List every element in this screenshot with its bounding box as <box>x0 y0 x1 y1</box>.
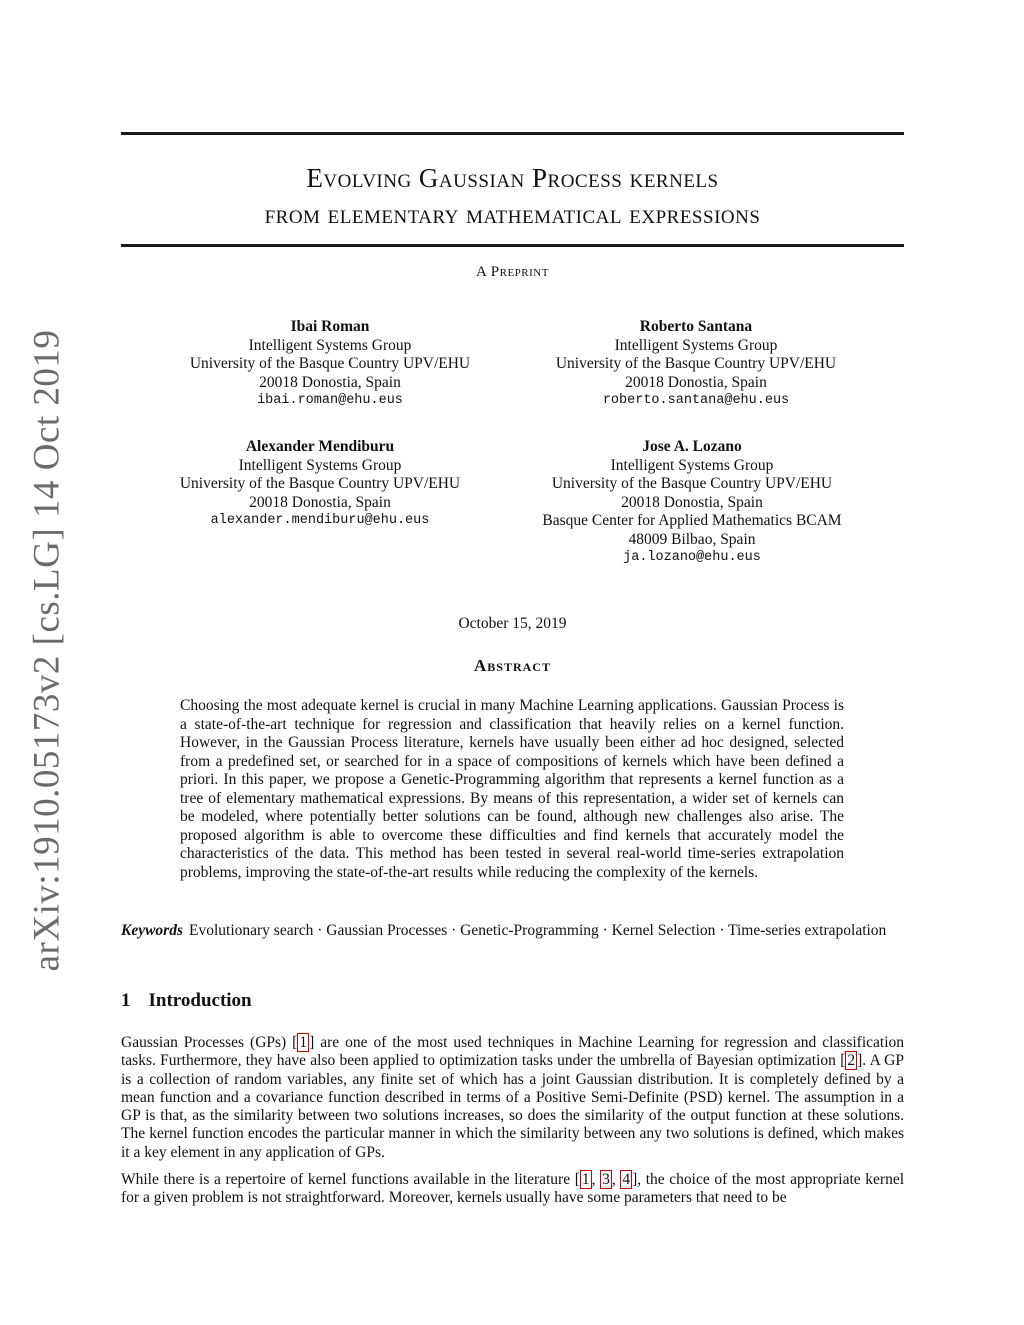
author-block-roman <box>150 318 510 411</box>
citation-link[interactable]: 1 <box>581 1171 590 1188</box>
para-text: ]. A GP is a collection of random variables, any finite set of which has a joint Gaussian distribution. It is completely defined by a mean function and a covariance function described in terms of a Positive Semi-Definite (PSD) kernel. The assumption in a GP is that, as the similarity between two solutions increases, so does the similarity of the output function at these solutions. The kernel function encodes the particular manner in which the similarity between any two solutions is defined, which makes it a key element in any application of GPs. <box>121 1052 904 1161</box>
author-address: 20018 Donostia, Spain <box>625 373 767 391</box>
author-email: alexander.mendiburu@ehu.eus <box>210 513 430 528</box>
author-block-lozano <box>502 438 882 568</box>
author-name: Roberto Santana <box>639 318 753 335</box>
citation-link[interactable]: 4 <box>622 1171 631 1188</box>
author-address: 20018 Donostia, Spain <box>621 493 763 511</box>
title-bottom-rule <box>121 244 904 247</box>
author-affiliation: University of the Basque Country UPV/EHU <box>555 355 837 372</box>
author-block-mendiburu <box>140 438 500 531</box>
para-text: , <box>611 1171 621 1188</box>
author-address: 20018 Donostia, Spain <box>249 493 391 511</box>
section-heading <box>121 990 252 1012</box>
citation-link[interactable]: 3 <box>602 1171 610 1188</box>
author-affiliation: University of the Basque Country UPV/EHU <box>179 475 461 492</box>
citation-link[interactable]: 1 <box>299 1034 308 1051</box>
keywords-label: Keywords <box>121 922 183 939</box>
author-affiliation: Intelligent Systems Group <box>610 456 774 474</box>
para-text: Gaussian Processes (GPs) [ <box>121 1034 298 1051</box>
keywords-text: Evolutionary search · Gaussian Processes · Genetic-Programming · Kernel Selection · Time-series extrapolation <box>189 922 887 939</box>
keywords <box>121 922 904 941</box>
author-affiliation: University of the Basque Country UPV/EHU <box>189 355 471 372</box>
author-affiliation: University of the Basque Country UPV/EHU <box>551 475 833 492</box>
author-name: Ibai Roman <box>290 318 370 335</box>
author-email: roberto.santana@ehu.eus <box>602 393 790 408</box>
title-top-rule <box>121 132 904 135</box>
abstract-text: Choosing the most adequate kernel is crucial in many Machine Learning applications. Gaussian Process is a state-of-the-art technique for regression and classification that heavily relies on a kernel function. However, in the Gaussian Process literature, kernels have usually been either ad hoc designed, selected from a predefined set, or searched for in a space of compositions of kernels which have been defined a priori. In this paper, we propose a Genetic-Programming algorithm that represents a kernel function as a tree of elementary mathematical expressions. By means of this representation, a wider set of kernels can be modeled, where potentially better solutions can be found, although new challenges also arise. The proposed algorithm is able to overcome these difficulties and find kernels that accurately model the characteristics of the data. This method has been tested in several real-world time-series extrapolation problems, improving the state-of-the-art results while reducing the complexity of the kernels. <box>180 697 844 881</box>
section-title: Introduction <box>148 990 252 1011</box>
arxiv-identifier <box>12 329 82 971</box>
author-affiliation: Basque Center for Applied Mathematics BCAM <box>542 512 842 529</box>
intro-paragraph-1 <box>121 1034 904 1162</box>
paper-date: October 15, 2019 <box>458 615 567 632</box>
para-text: ], the choice of the most appropriate kernel for a given problem is not straightforward. Moreover, kernels usually have some parameters that need to be <box>121 1171 905 1207</box>
intro-paragraph-2 <box>121 1171 904 1208</box>
author-email: ja.lozano@ehu.eus <box>623 550 761 565</box>
author-name: Alexander Mendiburu <box>245 438 395 455</box>
arxiv-identifier-text: arXiv:1910.05173v2 [cs.LG] 14 Oct 2019 <box>26 329 68 971</box>
paper-title-line-2: from elementary mathematical expressions <box>264 199 761 229</box>
paper-title-line-1: Evolving Gaussian Process kernels <box>306 163 719 193</box>
para-text: While there is a repertoire of kernel functions available in the literature [ <box>121 1171 580 1188</box>
para-text: ] are one of the most used techniques in Machine Learning for regression and classification tasks. Furthermore, they have also been applied to optimization tasks under the umbrella of Bayesian optimization [ <box>121 1034 905 1070</box>
author-affiliation: Intelligent Systems Group <box>614 336 778 354</box>
section-number: 1 <box>121 990 131 1011</box>
author-name: Jose A. Lozano <box>642 438 742 455</box>
author-block-santana <box>516 318 876 411</box>
author-email: ibai.roman@ehu.eus <box>257 393 403 408</box>
para-text: , <box>591 1171 601 1188</box>
author-address: 20018 Donostia, Spain <box>259 373 401 391</box>
author-affiliation: Intelligent Systems Group <box>248 336 412 354</box>
author-affiliation: Intelligent Systems Group <box>238 456 402 474</box>
author-address: 48009 Bilbao, Spain <box>628 530 756 548</box>
paper-title <box>121 160 904 232</box>
abstract-heading: Abstract <box>474 656 551 675</box>
citation-link[interactable]: 2 <box>847 1052 856 1070</box>
preprint-label: A Preprint <box>476 264 549 280</box>
